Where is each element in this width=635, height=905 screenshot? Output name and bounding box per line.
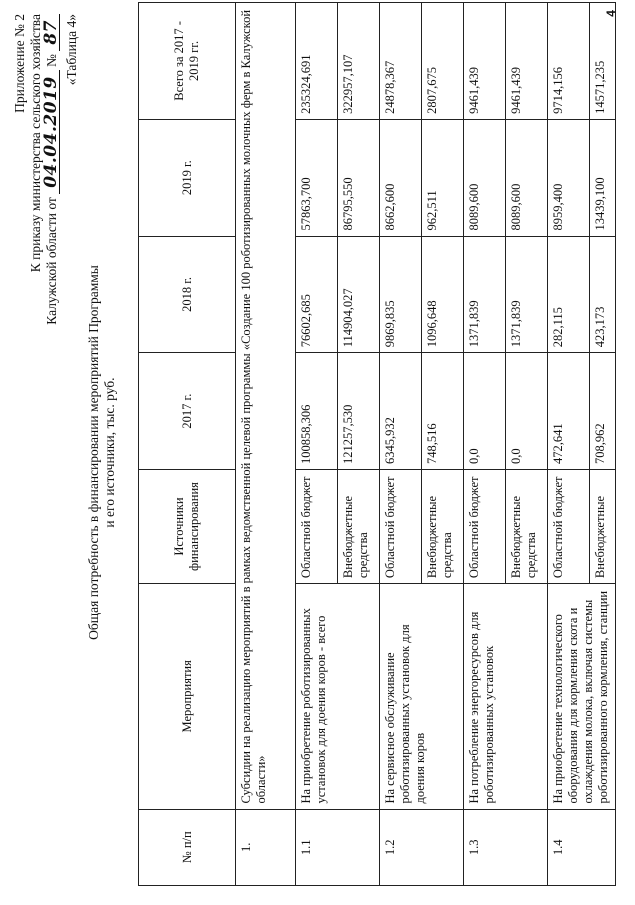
row-source: Внебюджетные средства bbox=[338, 470, 380, 584]
cell-2017: 708,962 bbox=[590, 353, 616, 470]
section-title: Субсидии на реализацию мероприятий в рамках ведомственной целевой программы «Создание 100 роботизированных молочных ферм в Калужской области» bbox=[236, 3, 296, 810]
table-row bbox=[380, 3, 422, 886]
header-source: Источники финансирования bbox=[139, 470, 236, 584]
cell-total: 14571,235 bbox=[590, 3, 616, 120]
table-header-row bbox=[139, 3, 236, 886]
cell-total: 9714,156 bbox=[548, 3, 590, 120]
cell-total: 235324,691 bbox=[296, 3, 338, 120]
title-line-2: и его источники, тыс. руб. bbox=[102, 377, 117, 528]
order-number-label: № bbox=[44, 54, 59, 67]
page-number: 4 bbox=[604, 10, 618, 17]
order-date-label: Калужской области от bbox=[44, 197, 59, 325]
row-num: 1.2 bbox=[380, 809, 464, 885]
cell-2018: 423,173 bbox=[590, 236, 616, 353]
cell-total: 24878,367 bbox=[380, 3, 422, 120]
cell-2019: 8089,600 bbox=[464, 119, 506, 236]
row-activity: На приобретение технологического оборудования для кормления скота и охлаждения молока, включая системы роботизированного кормления, станции bbox=[548, 584, 616, 809]
cell-2019: 8662,600 bbox=[380, 119, 422, 236]
cell-2017: 748,516 bbox=[422, 353, 464, 470]
cell-2019: 8089,600 bbox=[506, 119, 548, 236]
header-2017: 2017 г. bbox=[139, 353, 236, 470]
row-num: 1.3 bbox=[464, 809, 548, 885]
title-line-1: Общая потребность в финансировании мероприятий Программы bbox=[86, 265, 101, 640]
cell-2019: 57863,700 bbox=[296, 119, 338, 236]
cell-2017: 6345,932 bbox=[380, 353, 422, 470]
cell-total: 2807,675 bbox=[422, 3, 464, 120]
cell-2019: 86795,550 bbox=[338, 119, 380, 236]
order-number: 87 bbox=[44, 14, 60, 51]
row-source: Областной бюджет bbox=[548, 470, 590, 584]
cell-2018: 76602,685 bbox=[296, 236, 338, 353]
financing-table bbox=[138, 2, 616, 886]
section-num: 1. bbox=[236, 809, 296, 885]
row-activity: На потребление энергоресурсов для роботизированных установок bbox=[464, 584, 548, 809]
appendix-header bbox=[12, 14, 60, 325]
appendix-line-1: Приложение № 2 bbox=[12, 14, 27, 113]
row-num: 1.4 bbox=[548, 809, 616, 885]
cell-2018: 9869,835 bbox=[380, 236, 422, 353]
table-row bbox=[548, 3, 590, 886]
table-row bbox=[464, 3, 506, 886]
cell-2017: 472,641 bbox=[548, 353, 590, 470]
table-tag: «Таблица 4» bbox=[64, 14, 79, 86]
appendix-line-3 bbox=[41, 14, 61, 325]
cell-2017: 100858,306 bbox=[296, 353, 338, 470]
row-num: 1.1 bbox=[296, 809, 380, 885]
cell-2017: 121257,530 bbox=[338, 353, 380, 470]
row-activity: На сервисное обслуживание роботизированных установок для доения коров bbox=[380, 584, 464, 809]
cell-2018: 1371,839 bbox=[464, 236, 506, 353]
row-source: Областной бюджет bbox=[380, 470, 422, 584]
order-date: 04.04.2019 bbox=[44, 70, 60, 193]
header-total: Всего за 2017 - 2019 гг. bbox=[139, 3, 236, 120]
row-source: Областной бюджет bbox=[296, 470, 338, 584]
cell-2017: 0,0 bbox=[464, 353, 506, 470]
header-num: № п/п bbox=[139, 809, 236, 885]
cell-2018: 1096,648 bbox=[422, 236, 464, 353]
cell-2019: 13439,100 bbox=[590, 119, 616, 236]
cell-total: 322957,107 bbox=[338, 3, 380, 120]
row-source: Внебюджетные средства bbox=[422, 470, 464, 584]
header-activity: Мероприятия bbox=[139, 584, 236, 809]
row-source: Внебюджетные средства bbox=[506, 470, 548, 584]
table-row bbox=[296, 3, 338, 886]
cell-total: 9461,439 bbox=[464, 3, 506, 120]
section-row bbox=[236, 3, 296, 886]
row-source: Внебюджетные bbox=[590, 470, 616, 584]
cell-2018: 282,115 bbox=[548, 236, 590, 353]
row-activity: На приобретение роботизированных установок для доения коров - всего bbox=[296, 584, 380, 809]
row-source: Областной бюджет bbox=[464, 470, 506, 584]
cell-2017: 0,0 bbox=[506, 353, 548, 470]
header-2018: 2018 г. bbox=[139, 236, 236, 353]
cell-2019: 8959,400 bbox=[548, 119, 590, 236]
header-2019: 2019 г. bbox=[139, 119, 236, 236]
appendix-line-2: К приказу министерства сельского хозяйства bbox=[28, 14, 43, 273]
cell-2018: 1371,839 bbox=[506, 236, 548, 353]
cell-2019: 962,511 bbox=[422, 119, 464, 236]
cell-total: 9461,439 bbox=[506, 3, 548, 120]
cell-2018: 114904,027 bbox=[338, 236, 380, 353]
document-title bbox=[86, 0, 118, 905]
